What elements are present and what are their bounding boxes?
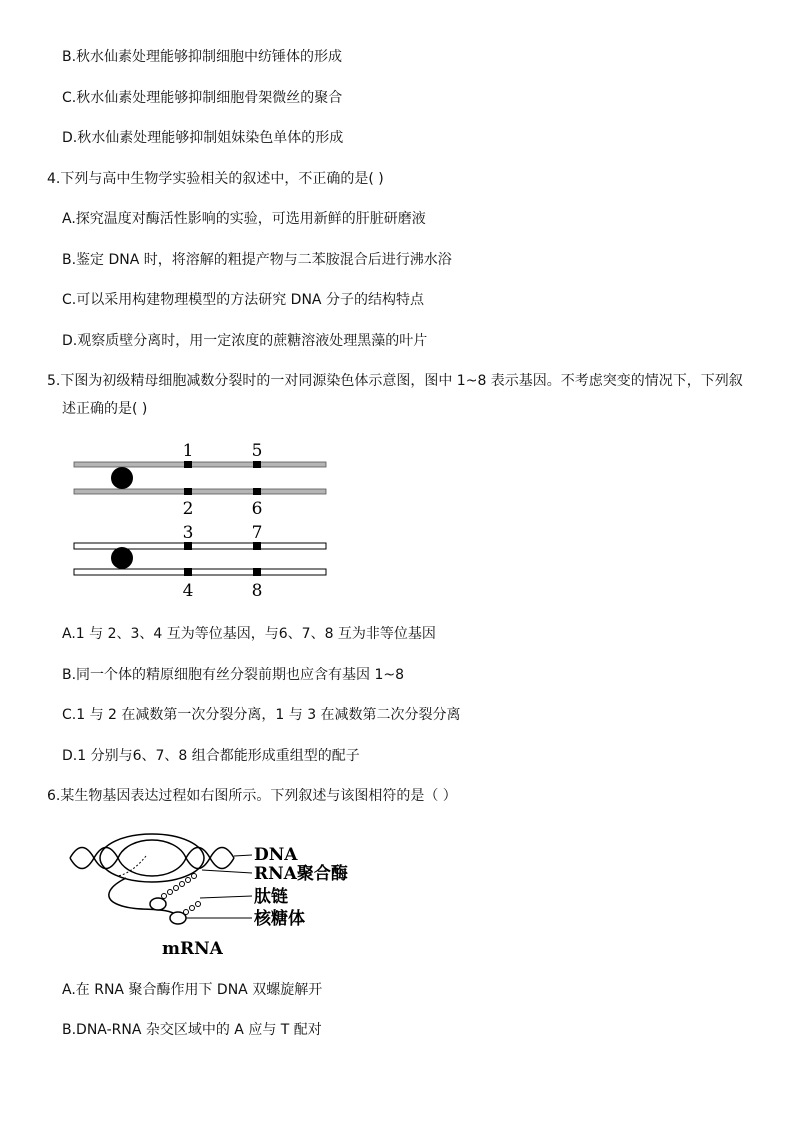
q3-option-d: D.秋水仙素处理能够抑制姐妹染色单体的形成 xyxy=(62,130,344,146)
gene-band-4 xyxy=(184,568,192,576)
gene-label-1: 1 xyxy=(182,441,194,461)
q3-option-b: B.秋水仙素处理能够抑制细胞中纺锤体的形成 xyxy=(62,49,343,65)
q5-stem-line1: 5.下图为初级精母细胞减数分裂时的一对同源染色体示意图，图中 1~8 表示基因。不考虑突变的情况下，下列叙 xyxy=(47,373,743,389)
q5-option-a: A.1 与 2、3、4 互为等位基因，与6、7、8 互为非等位基因 xyxy=(62,626,436,642)
leader-rna-pol xyxy=(202,870,252,873)
gene-label-2: 2 xyxy=(182,499,194,519)
dna-strand-2 xyxy=(70,848,118,869)
gene-label-8: 8 xyxy=(251,581,263,601)
q3-option-c: C.秋水仙素处理能够抑制细胞骨架微丝的聚合 xyxy=(62,90,343,106)
dna-strand-4 xyxy=(186,848,234,869)
q5-option-b: B.同一个体的精原细胞有丝分裂前期也应含有基因 1~8 xyxy=(62,667,405,683)
gene-band-2 xyxy=(184,488,192,495)
gene-label-6: 6 xyxy=(251,499,263,519)
homologous-chromosome-diagram xyxy=(60,432,340,602)
q5-stem-line2: 述正确的是( ) xyxy=(62,401,148,417)
dna-bubble-top xyxy=(118,840,186,858)
gene-label-3: 3 xyxy=(182,523,194,543)
gene-label-7: 7 xyxy=(251,523,263,543)
gene-label-5: 5 xyxy=(251,441,263,461)
rna-polymerase-icon xyxy=(100,834,204,882)
label-peptide: 肽链 xyxy=(254,887,288,907)
dna-bubble-bottom xyxy=(118,858,186,876)
label-rna-polymerase: RNA聚合酶 xyxy=(254,864,348,884)
gene-band-1 xyxy=(184,461,192,468)
peptide-chain-1 xyxy=(162,874,197,899)
ribosome-icon-1 xyxy=(150,898,166,910)
centromere-upper xyxy=(111,467,133,489)
gene-band-8 xyxy=(253,568,261,576)
gene-expression-diagram xyxy=(66,826,366,961)
q4-option-d: D.观察质壁分离时，用一定浓度的蔗糖溶液处理黑藻的叶片 xyxy=(62,333,428,349)
chromatid-upper-2 xyxy=(74,489,326,494)
q6-stem: 6.某生物基因表达过程如右图所示。下列叙述与该图相符的是（ ） xyxy=(47,788,457,804)
leader-peptide xyxy=(200,896,252,898)
chromatid-lower-1 xyxy=(74,543,326,549)
chromatid-upper-1 xyxy=(74,462,326,467)
centromere-lower xyxy=(111,547,133,569)
nascent-rna xyxy=(118,856,146,876)
peptide-chain-2 xyxy=(184,902,201,915)
gene-band-3 xyxy=(184,542,192,550)
q4-option-b: B.鉴定 DNA 时，将溶解的粗提产物与二苯胺混合后进行沸水浴 xyxy=(62,252,452,268)
label-ribosome: 核糖体 xyxy=(254,909,305,929)
gene-band-6 xyxy=(253,488,261,495)
gene-label-4: 4 xyxy=(182,581,194,601)
label-mrna: mRNA xyxy=(162,939,223,959)
gene-band-7 xyxy=(253,542,261,550)
chromatid-lower-2 xyxy=(74,569,326,575)
q5-option-d: D.1 分别与6、7、8 组合都能形成重组型的配子 xyxy=(62,748,360,764)
leader-dna xyxy=(234,855,252,856)
mrna-strand xyxy=(109,878,178,916)
q6-option-b: B.DNA-RNA 杂交区域中的 A 应与 T 配对 xyxy=(62,1022,322,1038)
q5-option-c: C.1 与 2 在减数第一次分裂分离，1 与 3 在减数第二次分裂分离 xyxy=(62,707,461,723)
q4-stem: 4.下列与高中生物学实验相关的叙述中，不正确的是( ) xyxy=(47,171,384,187)
q6-option-a: A.在 RNA 聚合酶作用下 DNA 双螺旋解开 xyxy=(62,982,323,998)
label-dna: DNA xyxy=(254,845,298,865)
q4-option-c: C.可以采用构建物理模型的方法研究 DNA 分子的结构特点 xyxy=(62,292,424,308)
q4-option-a: A.探究温度对酶活性影响的实验，可选用新鲜的肝脏研磨液 xyxy=(62,211,426,227)
gene-band-5 xyxy=(253,461,261,468)
